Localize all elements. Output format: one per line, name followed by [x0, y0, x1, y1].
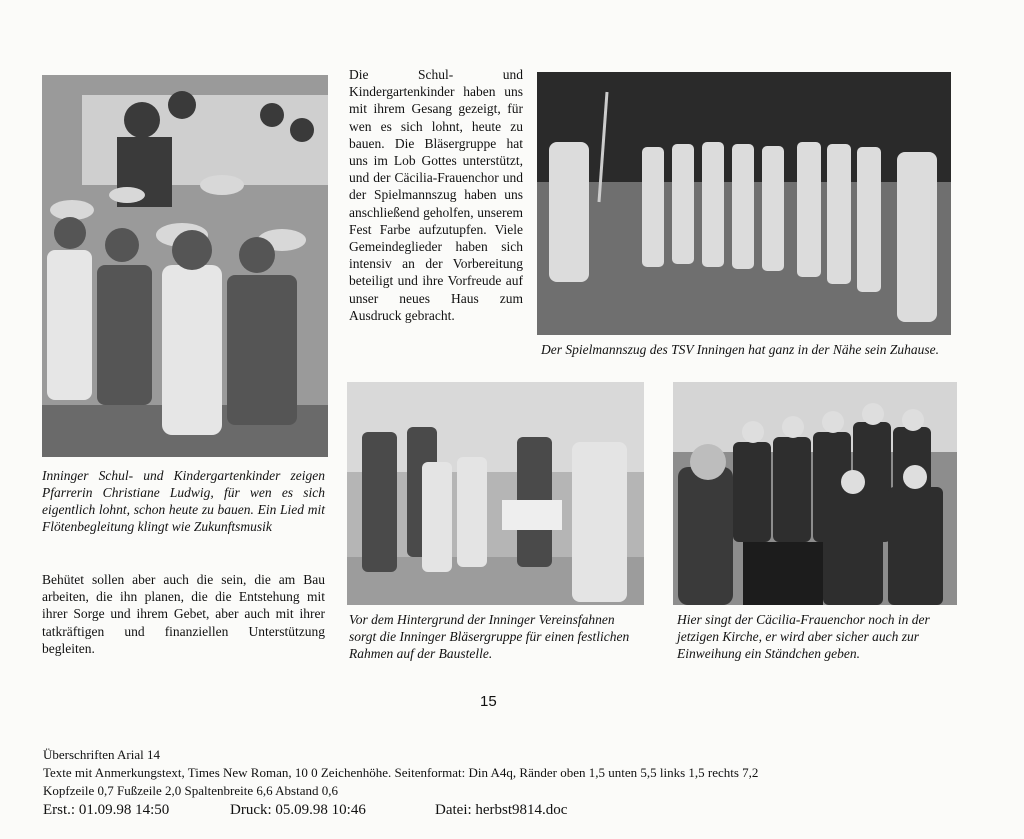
caption-children: Inninger Schul- und Kindergartenkinder zeigen Pfarrerin Christiane Ludwig, für wen es sich eigentlich lohnt, schon heute zu bauen. Ein Lied mit Flötenbegleitung klingt wie Zukunftsmusik [42, 468, 325, 534]
created-date: Erst.: 01.09.98 14:50 [43, 802, 170, 818]
footer-line-3: Kopfzeile 0,7 Fußzeile 2,0 Spaltenbreite 6,6 Abstand 0,6 [43, 783, 338, 798]
intro-paragraph: Die Schul- und Kindergartenkinder haben uns mit ihrem Gesang gezeigt, für wen es sich lohnt, heute zu bauen. Die Bläsergruppe hat uns im Lob Gottes unterstützt, und der Cäcilia-Frauenchor und der Spielmannszug haben uns anschließend geholfen, unserem Fest Farbe aufzutupfen. Viele Gemeindeglieder haben sich intensiv an der Vorbereitung beteiligt und ihre Vorfreude auf unser neues Haus zum Ausdruck gebracht. [349, 67, 523, 323]
caption-spielmannszug: Der Spielmannszug des TSV Inningen hat ganz in der Nähe sein Zuhause. [541, 342, 939, 357]
closing-paragraph: Behütet sollen aber auch die sein, die am Bau arbeiten, die ihn planen, die die Entstehung mit ihrer Sorge und ihrem Gebet, aber auch mit ihrer tatkräftigen und finanziellen Unterstützung begleiten. [42, 572, 325, 656]
footer-meta [43, 801, 567, 819]
caption-blaesergruppe: Vor dem Hintergrund der Inninger Vereinsfahnen sorgt die Inninger Bläsergruppe für einen festlichen Rahmen auf der Baustelle. [349, 612, 630, 661]
photo-spielmannszug [537, 72, 951, 335]
file-name: Datei: herbst9814.doc [435, 802, 568, 818]
page-number: 15 [480, 693, 497, 710]
photo-blaesergruppe [347, 382, 644, 605]
printed-date: Druck: 05.09.98 10:46 [230, 802, 366, 818]
footer-line-1: Überschriften Arial 14 [43, 747, 160, 762]
photo-frauenchor [673, 382, 957, 605]
footer-line-2: Texte mit Anmerkungstext, Times New Roman, 10 0 Zeichenhöhe. Seitenformat: Din A4q, Ränder oben 1,5 unten 5,5 links 1,5 rechts 7,2 [43, 765, 759, 780]
caption-frauenchor: Hier singt der Cäcilia-Frauenchor noch in der jetzigen Kirche, er wird aber sicher auch zur Einweihung ein Ständchen geben. [677, 612, 930, 661]
photo-children-choir [42, 75, 328, 457]
